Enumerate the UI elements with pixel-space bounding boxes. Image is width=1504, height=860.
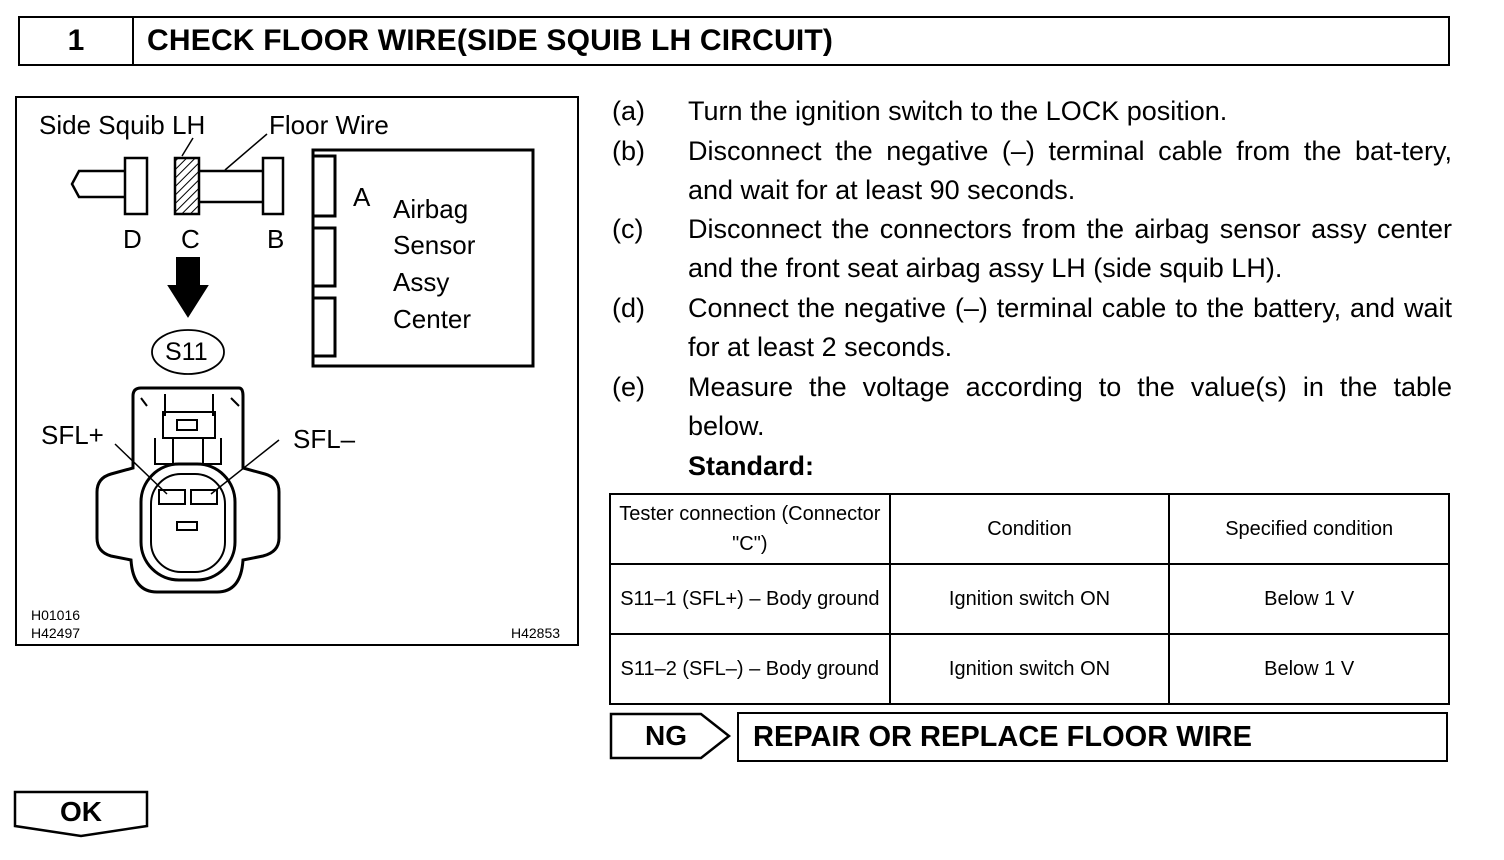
connector-b-shape: [263, 158, 283, 214]
label-connector-d: D: [123, 224, 142, 254]
step-c-text: Disconnect the connectors from the airbag sensor assy center and the front seat airbag assy LH (side squib LH).: [688, 214, 1452, 283]
table-header-cell: Condition: [890, 494, 1170, 564]
connector-d-shape: [125, 158, 147, 214]
ref-code-h42853: H42853: [511, 625, 561, 641]
label-connector-s11: S11: [165, 338, 208, 366]
connector-a-slot-2: [313, 228, 335, 286]
pin-1-shape: [159, 490, 185, 504]
side-squib-plug: [72, 171, 125, 197]
label-connector-a: A: [353, 182, 371, 212]
table-cell: Below 1 V: [1169, 564, 1449, 634]
label-side-squib-lh: Side Squib LH: [39, 110, 206, 140]
label-connector-b: B: [267, 224, 285, 254]
step-e-letter: (e): [612, 372, 645, 402]
table-cell: Ignition switch ON: [890, 564, 1170, 634]
ref-code-h01016: H01016: [31, 607, 81, 623]
step-b-text: Disconnect the negative (–) terminal cable from the bat-tery, and wait for at least 90 seconds.: [688, 136, 1452, 205]
table-header-cell: Tester connection (Connector "C"): [610, 494, 890, 564]
label-sfl-minus: SFL–: [293, 424, 356, 454]
label-floor-wire: Floor Wire: [269, 110, 389, 140]
table-row: [610, 634, 1449, 704]
step-a-letter: (a): [612, 96, 645, 126]
step-b-letter: (b): [612, 136, 645, 166]
ng-result-box: REPAIR OR REPLACE FLOOR WIRE: [737, 712, 1448, 762]
table-header-row: [610, 494, 1449, 564]
table-cell: S11–1 (SFL+) – Body ground: [610, 564, 890, 634]
label-center: Center: [393, 304, 472, 334]
step-d-text: Connect the negative (–) terminal cable to the battery, and wait for at least 2 seconds.: [688, 293, 1452, 362]
label-sfl-plus: SFL+: [41, 420, 104, 450]
standard-label: Standard:: [688, 451, 815, 481]
spec-table: [609, 493, 1450, 705]
label-sensor: Sensor: [393, 230, 476, 260]
connector-a-slot-3: [313, 298, 335, 356]
connector-c-shape: [175, 158, 199, 214]
step-e-text: Measure the voltage according to the value(s) in the table below.: [688, 372, 1452, 441]
connector-a-slot-1: [313, 156, 335, 216]
step-c-letter: (c): [612, 214, 644, 244]
step-a-text: Turn the ignition switch to the LOCK position.: [688, 96, 1228, 126]
ok-label: OK: [60, 796, 102, 827]
down-arrow-icon: [169, 258, 207, 316]
table-cell: Below 1 V: [1169, 634, 1449, 704]
table-cell: S11–2 (SFL–) – Body ground: [610, 634, 890, 704]
table-cell: Ignition switch ON: [890, 634, 1170, 704]
diagram-drawing: [17, 98, 581, 648]
table-header-cell: Specified condition: [1169, 494, 1449, 564]
page-title: CHECK FLOOR WIRE(SIDE SQUIB LH CIRCUIT): [147, 24, 834, 57]
step-number: 1: [20, 18, 134, 64]
ref-code-h42497: H42497: [31, 625, 81, 641]
label-connector-c: C: [181, 224, 200, 254]
floor-wire-body: [199, 171, 263, 202]
connector-diagram: [15, 96, 579, 646]
label-assy: Assy: [393, 267, 450, 297]
label-airbag: Airbag: [393, 194, 469, 224]
step-d-letter: (d): [612, 293, 645, 323]
connector-face-outline: [97, 388, 279, 592]
table-row: [610, 564, 1449, 634]
step-header: [18, 16, 1450, 66]
ng-label: NG: [645, 720, 687, 751]
